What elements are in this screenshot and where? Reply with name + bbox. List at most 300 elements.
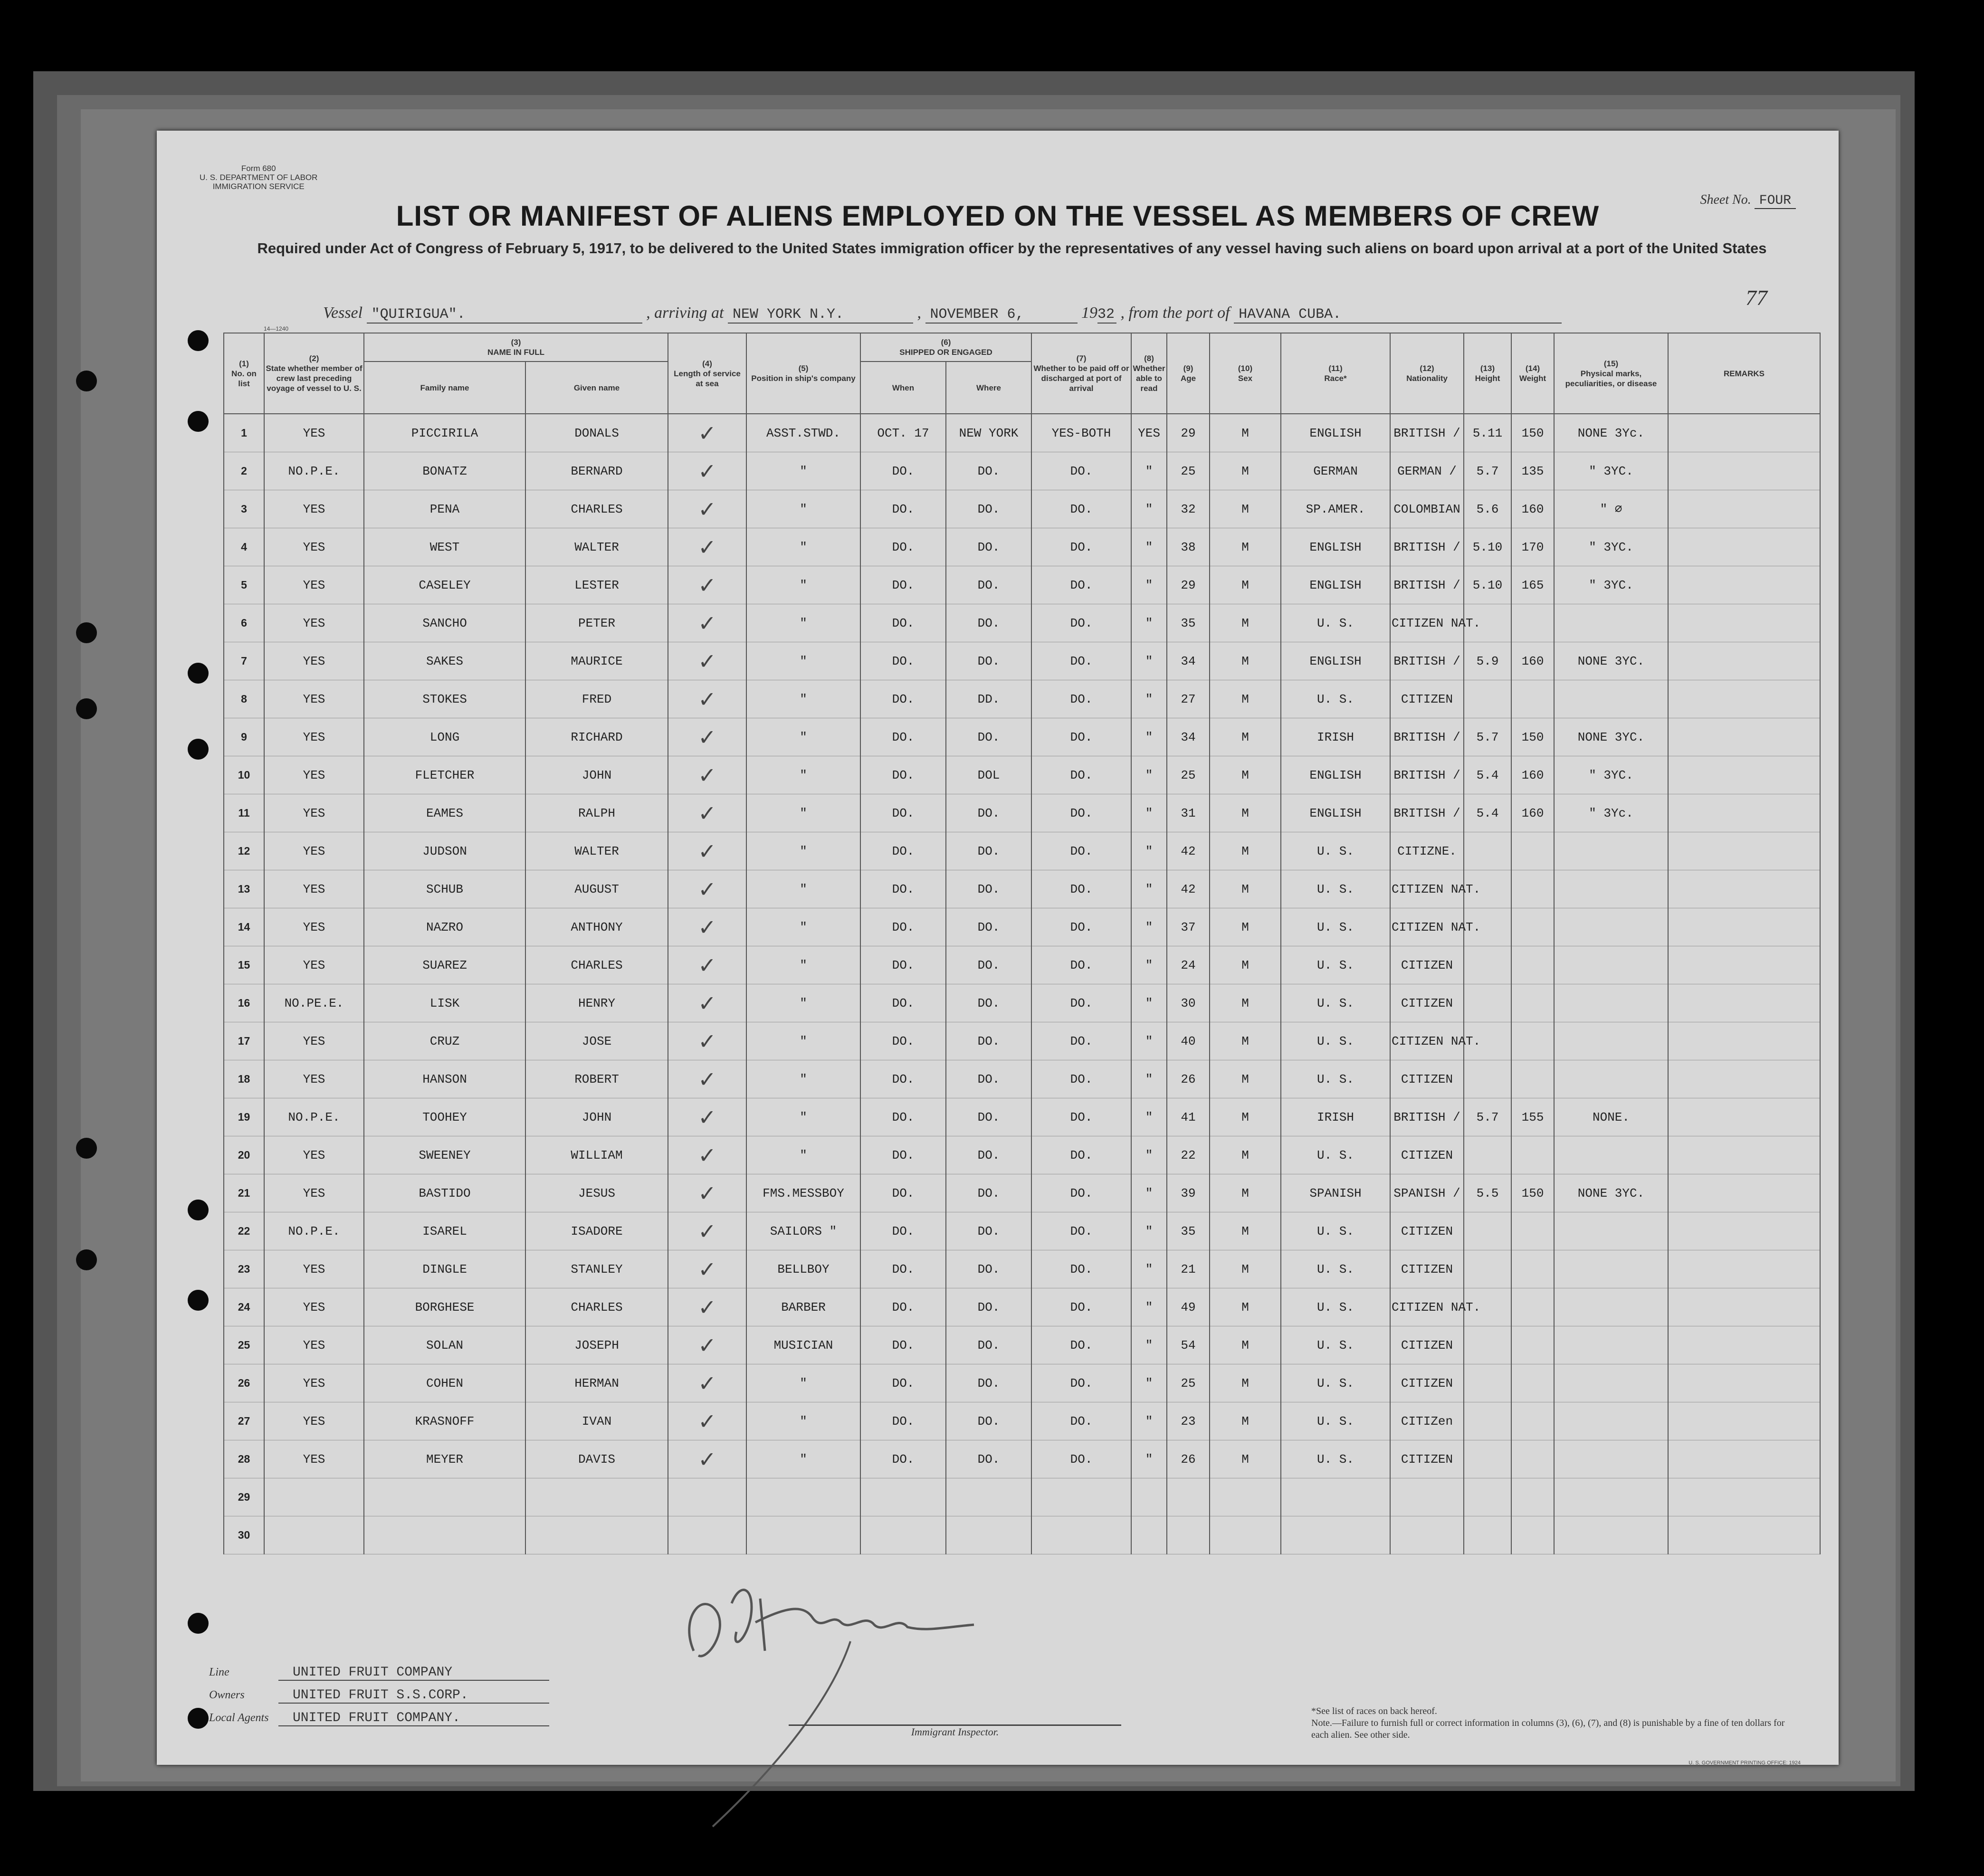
race: U. S. bbox=[1281, 1250, 1390, 1288]
physical-marks: " 3YC. bbox=[1554, 756, 1668, 794]
service-check: ✓ bbox=[668, 1060, 746, 1098]
position: " bbox=[746, 566, 860, 604]
race: ENGLISH bbox=[1281, 528, 1390, 566]
age: 35 bbox=[1167, 604, 1210, 642]
height bbox=[1464, 832, 1511, 870]
service-check: ✓ bbox=[668, 1364, 746, 1402]
position: " bbox=[746, 1022, 860, 1060]
service-check bbox=[668, 1516, 746, 1554]
row-number: 23 bbox=[224, 1250, 264, 1288]
height bbox=[1464, 680, 1511, 718]
service-check: ✓ bbox=[668, 604, 746, 642]
col-shipped-header: (6) SHIPPED OR ENGAGED bbox=[860, 333, 1031, 362]
sex bbox=[1210, 1516, 1281, 1554]
age: 49 bbox=[1167, 1288, 1210, 1326]
shipped-when: DO. bbox=[860, 680, 946, 718]
remarks bbox=[1668, 1440, 1820, 1478]
family-name: ISAREL bbox=[364, 1212, 525, 1250]
age: 39 bbox=[1167, 1174, 1210, 1212]
position: " bbox=[746, 984, 860, 1022]
shipped-where: DO. bbox=[946, 1288, 1031, 1326]
col-marks-header: (15) Physical marks, peculiarities, or disease bbox=[1554, 333, 1668, 414]
shipped-when: DO. bbox=[860, 908, 946, 946]
weight bbox=[1511, 1136, 1554, 1174]
row-number: 24 bbox=[224, 1288, 264, 1326]
able-to-read: " bbox=[1131, 756, 1167, 794]
table-row bbox=[224, 1326, 1820, 1364]
binder-hole bbox=[76, 1249, 97, 1270]
position: " bbox=[746, 946, 860, 984]
row-number: 20 bbox=[224, 1136, 264, 1174]
age: 34 bbox=[1167, 718, 1210, 756]
row-number: 30 bbox=[224, 1516, 264, 1554]
age: 32 bbox=[1167, 490, 1210, 528]
prev-voyage: YES bbox=[264, 1326, 364, 1364]
table-row bbox=[224, 528, 1820, 566]
remarks bbox=[1668, 414, 1820, 452]
service-check: ✓ bbox=[668, 1098, 746, 1136]
sex: M bbox=[1210, 1364, 1281, 1402]
age: 22 bbox=[1167, 1136, 1210, 1174]
row-number: 1 bbox=[224, 414, 264, 452]
prev-voyage: YES bbox=[264, 490, 364, 528]
age bbox=[1167, 1478, 1210, 1516]
given-name: AUGUST bbox=[525, 870, 668, 908]
shipped-when: DO. bbox=[860, 528, 946, 566]
race: U. S. bbox=[1281, 604, 1390, 642]
weight: 150 bbox=[1511, 718, 1554, 756]
prev-voyage: YES bbox=[264, 1060, 364, 1098]
binder-hole bbox=[76, 1138, 97, 1159]
row-number: 12 bbox=[224, 832, 264, 870]
family-name: TOOHEY bbox=[364, 1098, 525, 1136]
nationality: BRITISH / bbox=[1390, 566, 1464, 604]
shipped-when: DO. bbox=[860, 1098, 946, 1136]
weight: 160 bbox=[1511, 490, 1554, 528]
weight: 135 bbox=[1511, 452, 1554, 490]
remarks bbox=[1668, 1250, 1820, 1288]
table-row bbox=[224, 1022, 1820, 1060]
given-name: JOSEPH bbox=[525, 1326, 668, 1364]
row-number: 6 bbox=[224, 604, 264, 642]
family-name: CRUZ bbox=[364, 1022, 525, 1060]
table-row bbox=[224, 1250, 1820, 1288]
col-remarks-header: REMARKS bbox=[1668, 333, 1820, 414]
shipped-when: DO. bbox=[860, 604, 946, 642]
prev-voyage: NO.P.E. bbox=[264, 1212, 364, 1250]
race: U. S. bbox=[1281, 870, 1390, 908]
given-name: JOHN bbox=[525, 1098, 668, 1136]
physical-marks bbox=[1554, 946, 1668, 984]
race: U. S. bbox=[1281, 946, 1390, 984]
nationality: CITIZEN bbox=[1390, 1060, 1464, 1098]
position: " bbox=[746, 1060, 860, 1098]
sex: M bbox=[1210, 642, 1281, 680]
service-check bbox=[668, 1478, 746, 1516]
service-check: ✓ bbox=[668, 756, 746, 794]
given-name: IVAN bbox=[525, 1402, 668, 1440]
shipped-when: DO. bbox=[860, 1136, 946, 1174]
sex: M bbox=[1210, 1402, 1281, 1440]
weight: 165 bbox=[1511, 566, 1554, 604]
family-name: SUAREZ bbox=[364, 946, 525, 984]
prev-voyage: YES bbox=[264, 566, 364, 604]
shipped-where: DO. bbox=[946, 984, 1031, 1022]
given-name: MAURICE bbox=[525, 642, 668, 680]
row-number: 15 bbox=[224, 946, 264, 984]
shipped-where: DO. bbox=[946, 1212, 1031, 1250]
col-position-header: (5) Position in ship's company bbox=[746, 333, 860, 414]
nationality: CITIZEN bbox=[1390, 1364, 1464, 1402]
remarks bbox=[1668, 642, 1820, 680]
paid-off bbox=[1031, 1516, 1131, 1554]
paid-off: DO. bbox=[1031, 832, 1131, 870]
document-subtitle: Required under Act of Congress of February 5, 1917, to be delivered to the United States immigration officer by the representatives of any vessel having such aliens on board upon arrival at a port of the United States bbox=[257, 240, 1767, 257]
able-to-read: " bbox=[1131, 528, 1167, 566]
col-family-header: Family name bbox=[364, 362, 525, 414]
sex: M bbox=[1210, 1098, 1281, 1136]
row-number: 10 bbox=[224, 756, 264, 794]
given-name: DONALS bbox=[525, 414, 668, 452]
table-row bbox=[224, 1364, 1820, 1402]
physical-marks bbox=[1554, 680, 1668, 718]
row-number: 7 bbox=[224, 642, 264, 680]
physical-marks bbox=[1554, 1326, 1668, 1364]
race: GERMAN bbox=[1281, 452, 1390, 490]
shipped-where: DO. bbox=[946, 1098, 1031, 1136]
sex: M bbox=[1210, 1022, 1281, 1060]
able-to-read: " bbox=[1131, 1364, 1167, 1402]
able-to-read: " bbox=[1131, 452, 1167, 490]
position: " bbox=[746, 1440, 860, 1478]
table-row bbox=[224, 1060, 1820, 1098]
service-check: ✓ bbox=[668, 794, 746, 832]
shipped-when: DO. bbox=[860, 566, 946, 604]
given-name: HENRY bbox=[525, 984, 668, 1022]
row-number: 22 bbox=[224, 1212, 264, 1250]
given-name: JESUS bbox=[525, 1174, 668, 1212]
family-name: PICCIRILA bbox=[364, 414, 525, 452]
race: U. S. bbox=[1281, 1288, 1390, 1326]
physical-marks: " ∅ bbox=[1554, 490, 1668, 528]
able-to-read: " bbox=[1131, 642, 1167, 680]
given-name: HERMAN bbox=[525, 1364, 668, 1402]
position: ASST.STWD. bbox=[746, 414, 860, 452]
col-read-header: (8) Whether able to read bbox=[1131, 333, 1167, 414]
height bbox=[1464, 1478, 1511, 1516]
height bbox=[1464, 1326, 1511, 1364]
table-row bbox=[224, 604, 1820, 642]
race: ENGLISH bbox=[1281, 794, 1390, 832]
shipped-when: DO. bbox=[860, 1288, 946, 1326]
family-name: SWEENEY bbox=[364, 1136, 525, 1174]
sex: M bbox=[1210, 946, 1281, 984]
prev-voyage: YES bbox=[264, 756, 364, 794]
printer-credit: U. S. GOVERNMENT PRINTING OFFICE: 1924 bbox=[1688, 1760, 1801, 1766]
row-number: 17 bbox=[224, 1022, 264, 1060]
height: 5.7 bbox=[1464, 452, 1511, 490]
given-name: ROBERT bbox=[525, 1060, 668, 1098]
remarks bbox=[1668, 1364, 1820, 1402]
physical-marks: NONE 3YC. bbox=[1554, 642, 1668, 680]
position: " bbox=[746, 908, 860, 946]
able-to-read: " bbox=[1131, 718, 1167, 756]
remarks bbox=[1668, 1516, 1820, 1554]
binder-hole bbox=[188, 739, 209, 760]
race bbox=[1281, 1516, 1390, 1554]
height bbox=[1464, 1060, 1511, 1098]
remarks bbox=[1668, 1022, 1820, 1060]
sheet-value: FOUR bbox=[1755, 193, 1796, 209]
paid-off: DO. bbox=[1031, 566, 1131, 604]
weight bbox=[1511, 1060, 1554, 1098]
family-name: KRASNOFF bbox=[364, 1402, 525, 1440]
family-name: JUDSON bbox=[364, 832, 525, 870]
nationality: CITIZEN bbox=[1390, 1136, 1464, 1174]
given-name: RALPH bbox=[525, 794, 668, 832]
height: 5.4 bbox=[1464, 794, 1511, 832]
prev-voyage: YES bbox=[264, 1174, 364, 1212]
physical-marks bbox=[1554, 832, 1668, 870]
col-nationality-header: (12) Nationality bbox=[1390, 333, 1464, 414]
paid-off: DO. bbox=[1031, 946, 1131, 984]
given-name: JOSE bbox=[525, 1022, 668, 1060]
table-row bbox=[224, 490, 1820, 528]
row-number: 27 bbox=[224, 1402, 264, 1440]
arrival-date: NOVEMBER 6, bbox=[925, 306, 1078, 324]
race: IRISH bbox=[1281, 718, 1390, 756]
nationality: SPANISH / bbox=[1390, 1174, 1464, 1212]
family-name: LISK bbox=[364, 984, 525, 1022]
family-name: BASTIDO bbox=[364, 1174, 525, 1212]
sex: M bbox=[1210, 1250, 1281, 1288]
height: 5.7 bbox=[1464, 718, 1511, 756]
shipped-when: DO. bbox=[860, 756, 946, 794]
given-name: BERNARD bbox=[525, 452, 668, 490]
paid-off: DO. bbox=[1031, 642, 1131, 680]
remarks bbox=[1668, 1060, 1820, 1098]
shipped-where: DO. bbox=[946, 1250, 1031, 1288]
position: " bbox=[746, 490, 860, 528]
table-row bbox=[224, 1402, 1820, 1440]
race bbox=[1281, 1478, 1390, 1516]
shipped-where: DO. bbox=[946, 718, 1031, 756]
year-prefix: 19 bbox=[1081, 304, 1097, 322]
paid-off: DO. bbox=[1031, 1022, 1131, 1060]
remarks bbox=[1668, 756, 1820, 794]
table-row bbox=[224, 680, 1820, 718]
shipped-where: DO. bbox=[946, 528, 1031, 566]
age: 38 bbox=[1167, 528, 1210, 566]
paid-off: DO. bbox=[1031, 1098, 1131, 1136]
family-name: MEYER bbox=[364, 1440, 525, 1478]
shipped-when bbox=[860, 1478, 946, 1516]
row-number: 29 bbox=[224, 1478, 264, 1516]
age: 40 bbox=[1167, 1022, 1210, 1060]
prev-voyage bbox=[264, 1478, 364, 1516]
inspector-line: Immigrant Inspector. bbox=[789, 1724, 1121, 1738]
given-name: ANTHONY bbox=[525, 908, 668, 946]
able-to-read: " bbox=[1131, 794, 1167, 832]
shipped-where: DO. bbox=[946, 946, 1031, 984]
position: " bbox=[746, 680, 860, 718]
manifest-document bbox=[157, 131, 1839, 1765]
service-check: ✓ bbox=[668, 1212, 746, 1250]
position: " bbox=[746, 794, 860, 832]
shipped-when: DO. bbox=[860, 1022, 946, 1060]
age: 42 bbox=[1167, 870, 1210, 908]
table-row bbox=[224, 756, 1820, 794]
service-check: ✓ bbox=[668, 452, 746, 490]
physical-marks: " 3YC. bbox=[1554, 528, 1668, 566]
shipped-where: DO. bbox=[946, 1326, 1031, 1364]
footer-owners bbox=[209, 1688, 549, 1704]
paid-off: DO. bbox=[1031, 718, 1131, 756]
prev-voyage: NO.PE.E. bbox=[264, 984, 364, 1022]
weight bbox=[1511, 984, 1554, 1022]
nationality: CITIZEN bbox=[1390, 1212, 1464, 1250]
family-name: EAMES bbox=[364, 794, 525, 832]
age: 23 bbox=[1167, 1402, 1210, 1440]
nationality: BRITISH / bbox=[1390, 756, 1464, 794]
physical-marks bbox=[1554, 1060, 1668, 1098]
nationality: CITIZEN bbox=[1390, 1250, 1464, 1288]
shipped-where: DO. bbox=[946, 490, 1031, 528]
remarks bbox=[1668, 452, 1820, 490]
binder-hole bbox=[76, 622, 97, 643]
table-row bbox=[224, 1440, 1820, 1478]
crew-manifest-table bbox=[223, 333, 1821, 1554]
prev-voyage: YES bbox=[264, 1440, 364, 1478]
given-name: DAVIS bbox=[525, 1440, 668, 1478]
age: 25 bbox=[1167, 452, 1210, 490]
race: U. S. bbox=[1281, 1022, 1390, 1060]
races-note: *See list of races on back hereof. bbox=[1311, 1706, 1437, 1716]
height: 5.9 bbox=[1464, 642, 1511, 680]
height bbox=[1464, 1402, 1511, 1440]
shipped-when: DO. bbox=[860, 1326, 946, 1364]
remarks bbox=[1668, 1326, 1820, 1364]
nationality: CITIZEN NAT. bbox=[1390, 870, 1464, 908]
shipped-where: DO. bbox=[946, 1364, 1031, 1402]
race: U. S. bbox=[1281, 680, 1390, 718]
nationality: CITIZEN NAT. bbox=[1390, 908, 1464, 946]
shipped-when: DO. bbox=[860, 642, 946, 680]
paid-off: DO. bbox=[1031, 1326, 1131, 1364]
able-to-read: " bbox=[1131, 1288, 1167, 1326]
shipped-where: DOL bbox=[946, 756, 1031, 794]
prev-voyage: YES bbox=[264, 718, 364, 756]
age: 25 bbox=[1167, 1364, 1210, 1402]
weight bbox=[1511, 832, 1554, 870]
binder-hole bbox=[188, 1613, 209, 1634]
remarks bbox=[1668, 832, 1820, 870]
form-agency-text: Form 680 U. S. DEPARTMENT OF LABOR IMMIGRATION SERVICE bbox=[200, 164, 318, 191]
sex: M bbox=[1210, 680, 1281, 718]
inspector-signature bbox=[660, 1561, 1040, 1855]
sex: M bbox=[1210, 908, 1281, 946]
race: U. S. bbox=[1281, 984, 1390, 1022]
weight: 160 bbox=[1511, 794, 1554, 832]
remarks bbox=[1668, 946, 1820, 984]
row-number: 28 bbox=[224, 1440, 264, 1478]
sex: M bbox=[1210, 414, 1281, 452]
race: ENGLISH bbox=[1281, 756, 1390, 794]
shipped-where: DO. bbox=[946, 1174, 1031, 1212]
able-to-read bbox=[1131, 1478, 1167, 1516]
service-check: ✓ bbox=[668, 1136, 746, 1174]
family-name: SOLAN bbox=[364, 1326, 525, 1364]
service-check: ✓ bbox=[668, 984, 746, 1022]
physical-marks bbox=[1554, 1250, 1668, 1288]
sex bbox=[1210, 1478, 1281, 1516]
row-number: 14 bbox=[224, 908, 264, 946]
row-number: 8 bbox=[224, 680, 264, 718]
given-name: WALTER bbox=[525, 832, 668, 870]
paid-off: DO. bbox=[1031, 604, 1131, 642]
physical-marks bbox=[1554, 604, 1668, 642]
shipped-where: DO. bbox=[946, 794, 1031, 832]
given-name: CHARLES bbox=[525, 490, 668, 528]
form-code: 14—1240 bbox=[264, 325, 289, 332]
agents-label: Local Agents bbox=[209, 1712, 269, 1724]
penalty-note: Note.—Failure to furnish full or correct information in columns (3), (6), (7), and (8) is punishable by a fine of ten dollars for each alien. See other side. bbox=[1311, 1718, 1785, 1740]
col-prev-voyage-header: (2) State whether member of crew last preceding voyage of vessel to U. S. bbox=[264, 333, 364, 414]
remarks bbox=[1668, 794, 1820, 832]
height bbox=[1464, 984, 1511, 1022]
weight bbox=[1511, 1288, 1554, 1326]
remarks bbox=[1668, 566, 1820, 604]
age: 41 bbox=[1167, 1098, 1210, 1136]
shipped-where: DO. bbox=[946, 908, 1031, 946]
nationality: CITIZen bbox=[1390, 1402, 1464, 1440]
table-row bbox=[224, 1516, 1820, 1554]
line-label: Line bbox=[209, 1666, 229, 1678]
race: ENGLISH bbox=[1281, 642, 1390, 680]
form-agency bbox=[200, 164, 317, 191]
height bbox=[1464, 1516, 1511, 1554]
family-name: DINGLE bbox=[364, 1250, 525, 1288]
shipped-where: DO. bbox=[946, 604, 1031, 642]
shipped-when: DO. bbox=[860, 1364, 946, 1402]
physical-marks: " 3Yc. bbox=[1554, 794, 1668, 832]
family-name: SANCHO bbox=[364, 604, 525, 642]
family-name: BORGHESE bbox=[364, 1288, 525, 1326]
shipped-where: DO. bbox=[946, 452, 1031, 490]
given-name: LESTER bbox=[525, 566, 668, 604]
sheet-label: Sheet No. bbox=[1700, 192, 1751, 207]
age: 54 bbox=[1167, 1326, 1210, 1364]
remarks bbox=[1668, 490, 1820, 528]
given-name bbox=[525, 1478, 668, 1516]
weight: 155 bbox=[1511, 1098, 1554, 1136]
nationality: CITIZEN bbox=[1390, 680, 1464, 718]
weight: 170 bbox=[1511, 528, 1554, 566]
able-to-read: " bbox=[1131, 1440, 1167, 1478]
service-check: ✓ bbox=[668, 680, 746, 718]
row-number: 26 bbox=[224, 1364, 264, 1402]
sex: M bbox=[1210, 756, 1281, 794]
family-name: CASELEY bbox=[364, 566, 525, 604]
sex: M bbox=[1210, 528, 1281, 566]
binder-hole bbox=[76, 698, 97, 719]
table-row bbox=[224, 1212, 1820, 1250]
shipped-where: NEW YORK bbox=[946, 414, 1031, 452]
family-name: BONATZ bbox=[364, 452, 525, 490]
paid-off: DO. bbox=[1031, 1364, 1131, 1402]
shipped-where bbox=[946, 1516, 1031, 1554]
col-name-header: (3) NAME IN FULL bbox=[364, 333, 668, 362]
